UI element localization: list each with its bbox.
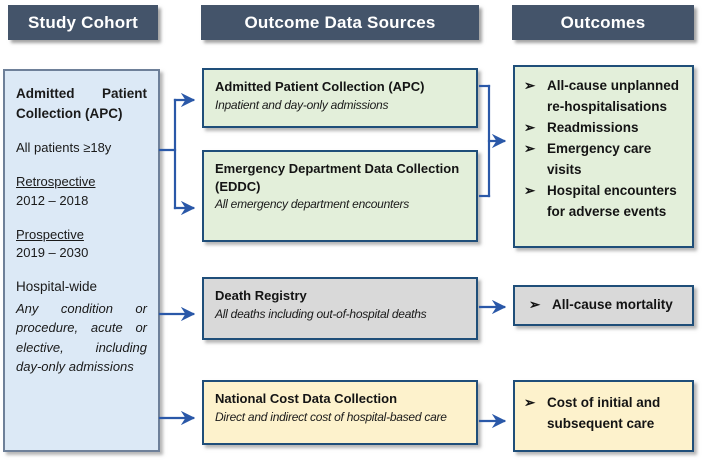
outcome-item xyxy=(524,76,688,118)
outcome-item-label: All-cause mortality xyxy=(552,297,673,313)
source-title: Death Registry xyxy=(215,288,307,303)
source-subtitle: Direct and indirect cost of hospital-based care xyxy=(215,409,447,424)
source-box-cost xyxy=(202,380,478,445)
cohort-box xyxy=(3,69,160,452)
bullet-arrow-icon: ➢ xyxy=(529,297,541,313)
outcome-box-cost xyxy=(513,380,694,452)
source-title: Emergency Department Data Collection (EDDC) xyxy=(215,161,460,194)
cohort-retrospective-label: Retrospective xyxy=(16,174,96,190)
source-subtitle: All deaths including out-of-hospital deaths xyxy=(215,306,427,321)
bullet-arrow-icon: ➢ xyxy=(524,140,536,156)
outcome-item xyxy=(529,295,673,316)
bullet-arrow-icon: ➢ xyxy=(524,119,536,135)
outcome-item xyxy=(524,393,688,435)
outcome-item-label: Cost of initial and subsequent care xyxy=(547,395,661,431)
outcome-item xyxy=(524,181,688,223)
bullet-arrow-icon: ➢ xyxy=(524,78,536,93)
cohort-prospective xyxy=(16,226,147,262)
outcome-item-label: Hospital encounters for adverse events xyxy=(547,182,677,219)
outcome-list xyxy=(515,382,692,443)
cohort-retrospective-period: 2012 – 2018 xyxy=(16,192,89,208)
outcome-item-label: All-cause unplanned re-hospitalisations xyxy=(547,78,680,114)
outcome-list xyxy=(515,295,677,316)
cohort-prospective-period: 2019 – 2030 xyxy=(16,244,89,260)
cohort-prospective-label: Prospective xyxy=(16,226,84,242)
outcome-item-label: Emergency care visits xyxy=(547,140,652,177)
source-title: National Cost Data Collection xyxy=(215,391,398,406)
cohort-retrospective xyxy=(16,173,147,209)
outcome-item xyxy=(524,118,688,139)
outcome-item-label: Readmissions xyxy=(547,119,639,135)
column-header-outcomes: Outcomes xyxy=(512,5,694,40)
bullet-arrow-icon: ➢ xyxy=(524,395,536,410)
cohort-population: All patients ≥18y xyxy=(16,140,112,156)
outcome-box-hospital-encounters xyxy=(513,65,694,248)
outcome-box-mortality xyxy=(513,285,694,326)
source-subtitle: All emergency department encounters xyxy=(215,197,410,212)
source-box-apc xyxy=(202,68,478,128)
cohort-title: Admitted Patient Collection (APC) xyxy=(16,86,147,121)
outcome-item xyxy=(524,139,688,181)
source-box-death-registry xyxy=(202,277,478,340)
column-header-study-cohort: Study Cohort xyxy=(8,5,158,40)
bullet-arrow-icon: ➢ xyxy=(524,182,536,198)
source-title: Admitted Patient Collection (APC) xyxy=(215,79,425,94)
cohort-scope-label: Hospital-wide xyxy=(16,279,98,295)
column-header-outcome-data-sources: Outcome Data Sources xyxy=(201,5,479,40)
source-box-eddc xyxy=(202,150,478,242)
source-subtitle: Inpatient and day-only admissions xyxy=(215,97,389,112)
cohort-scope-detail: Any condition or procedure, acute or elective, including day-only admissions xyxy=(16,300,147,375)
outcome-list xyxy=(515,67,692,230)
